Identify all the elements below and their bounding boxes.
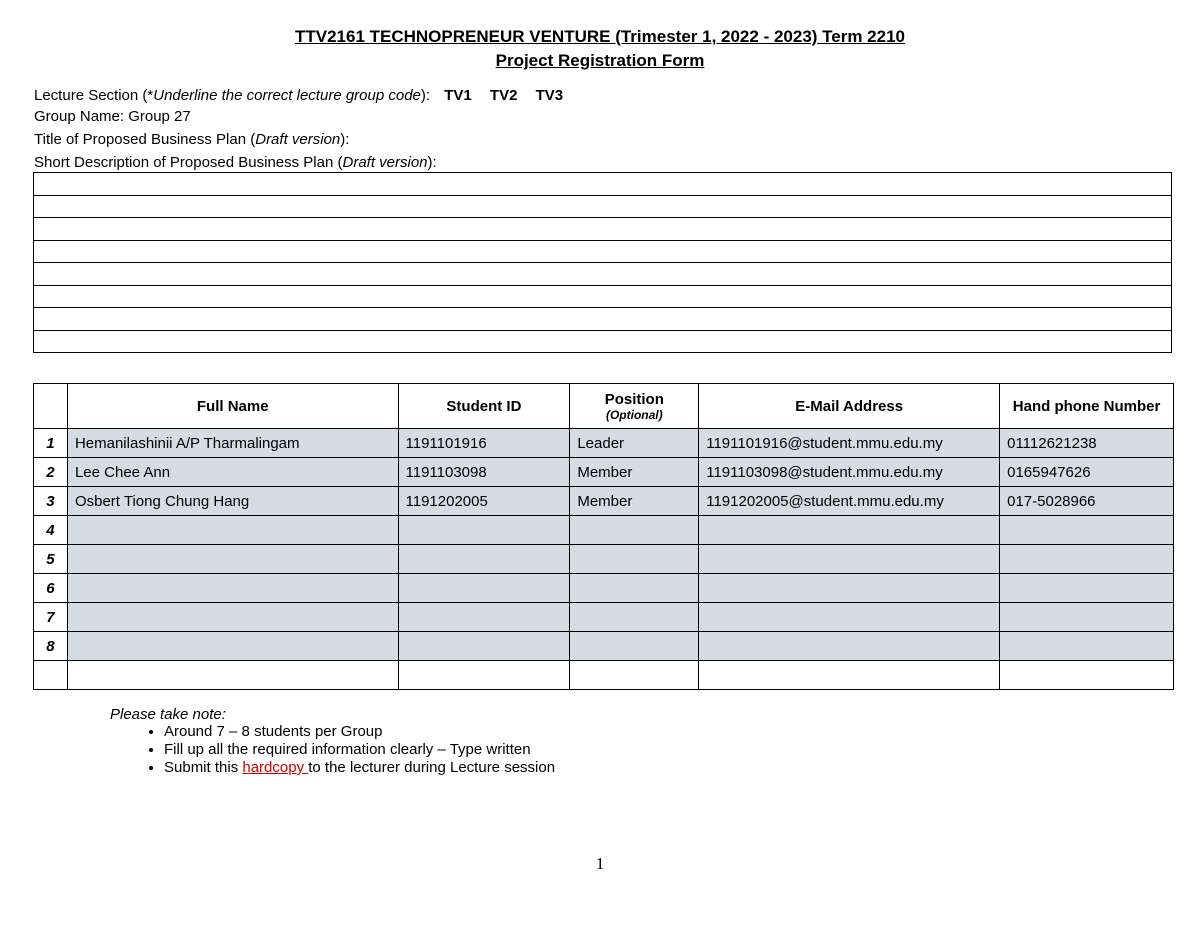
description-box[interactable] — [33, 172, 1172, 353]
table-row — [34, 429, 1174, 458]
member-table-header — [34, 384, 1174, 429]
table-row — [34, 545, 1174, 574]
cell-full-name[interactable] — [67, 545, 398, 574]
cell-email[interactable] — [699, 574, 1000, 603]
cell-student-id[interactable] — [398, 574, 570, 603]
notes-list — [130, 723, 555, 777]
cell-row-number: 7 — [34, 603, 68, 632]
cell-phone[interactable] — [1000, 545, 1174, 574]
cell-position[interactable] — [570, 661, 699, 690]
table-row — [34, 603, 1174, 632]
cell-row-number: 6 — [34, 574, 68, 603]
note-item — [164, 759, 555, 777]
title-label-italic: Draft version — [255, 131, 341, 148]
lecture-label-suffix: ): — [420, 87, 431, 104]
cell-position[interactable] — [570, 574, 699, 603]
cell-phone[interactable]: 017-5028966 — [1000, 487, 1174, 516]
header-position-label: Position — [604, 390, 664, 408]
cell-phone[interactable] — [1000, 603, 1174, 632]
lecture-codes — [444, 87, 577, 104]
lecture-code-tv3[interactable]: TV3 — [535, 87, 564, 104]
form-subtitle: Project Registration Form — [495, 51, 705, 70]
cell-email[interactable] — [699, 516, 1000, 545]
desc-label-prefix: Short Description of Proposed Business Plan ( — [34, 154, 343, 171]
cell-row-number: 3 — [34, 487, 68, 516]
cell-email[interactable]: 1191103098@student.mmu.edu.my — [699, 458, 1000, 487]
cell-student-id[interactable]: 1191101916 — [398, 429, 570, 458]
note-title: Please take note: — [110, 706, 226, 723]
cell-row-number: 1 — [34, 429, 68, 458]
cell-position[interactable]: Member — [570, 487, 699, 516]
cell-position[interactable] — [570, 603, 699, 632]
cell-full-name[interactable]: Lee Chee Ann — [67, 458, 398, 487]
cell-email[interactable] — [699, 545, 1000, 574]
note-last-prefix: Submit this — [164, 759, 243, 776]
lecture-code-tv2[interactable]: TV2 — [489, 87, 518, 104]
lecture-label-italic: Underline the correct lecture group code — [153, 87, 421, 104]
cell-full-name[interactable]: Hemanilashinii A/P Tharmalingam — [67, 429, 398, 458]
table-row — [34, 632, 1174, 661]
lecture-label-prefix: Lecture Section (* — [34, 87, 154, 104]
business-plan-description-field — [34, 154, 437, 171]
cell-student-id[interactable]: 1191202005 — [398, 487, 570, 516]
desc-label-suffix: ): — [427, 154, 437, 171]
header-email: E-Mail Address — [699, 384, 1000, 429]
description-line[interactable] — [34, 240, 1172, 263]
cell-phone[interactable] — [1000, 632, 1174, 661]
cell-student-id[interactable] — [398, 603, 570, 632]
page-number: 1 — [595, 854, 605, 873]
cell-student-id[interactable] — [398, 545, 570, 574]
header-position — [570, 384, 699, 429]
cell-email[interactable] — [699, 603, 1000, 632]
member-table — [33, 383, 1174, 690]
lecture-code-tv1[interactable]: TV1 — [444, 87, 472, 104]
table-row — [34, 458, 1174, 487]
header-number — [34, 384, 68, 429]
cell-row-number — [34, 661, 68, 690]
description-line[interactable] — [34, 263, 1172, 286]
lecture-section-field — [34, 87, 577, 104]
cell-position[interactable] — [570, 632, 699, 661]
cell-full-name[interactable] — [67, 516, 398, 545]
cell-row-number: 4 — [34, 516, 68, 545]
cell-phone[interactable]: 01112621238 — [1000, 429, 1174, 458]
description-line[interactable] — [34, 218, 1172, 241]
cell-student-id[interactable] — [398, 516, 570, 545]
note-last-suffix: to the lecturer during Lecture session — [308, 759, 556, 776]
description-line[interactable] — [34, 330, 1172, 353]
cell-full-name[interactable] — [67, 603, 398, 632]
cell-email[interactable] — [699, 632, 1000, 661]
table-row — [34, 574, 1174, 603]
table-row — [34, 661, 1174, 690]
cell-full-name[interactable]: Osbert Tiong Chung Hang — [67, 487, 398, 516]
cell-row-number: 2 — [34, 458, 68, 487]
cell-position[interactable]: Member — [570, 458, 699, 487]
note-item: • Fill up all the required information clearly – Type written — [164, 741, 555, 759]
group-name-field: Group Name: Group 27 — [34, 108, 191, 125]
cell-full-name[interactable] — [67, 632, 398, 661]
title-label-suffix: ): — [340, 131, 350, 148]
description-line[interactable] — [34, 173, 1172, 196]
cell-full-name[interactable] — [67, 661, 398, 690]
cell-position[interactable]: Leader — [570, 429, 699, 458]
cell-phone[interactable] — [1000, 516, 1174, 545]
title-label-prefix: Title of Proposed Business Plan ( — [34, 131, 256, 148]
cell-student-id[interactable]: 1191103098 — [398, 458, 570, 487]
form-title: TTV2161 TECHNOPRENEUR VENTURE (Trimester 1, 2022 - 2023) Term 2210 — [294, 27, 906, 46]
cell-phone[interactable] — [1000, 574, 1174, 603]
cell-row-number: 8 — [34, 632, 68, 661]
cell-student-id[interactable] — [398, 632, 570, 661]
cell-phone[interactable]: 0165947626 — [1000, 458, 1174, 487]
cell-email[interactable]: 1191101916@student.mmu.edu.my — [699, 429, 1000, 458]
cell-email[interactable] — [699, 661, 1000, 690]
header-student-id: Student ID — [398, 384, 570, 429]
header-position-note: (Optional) — [605, 407, 663, 422]
cell-position[interactable] — [570, 516, 699, 545]
cell-position[interactable] — [570, 545, 699, 574]
cell-email[interactable]: 1191202005@student.mmu.edu.my — [699, 487, 1000, 516]
cell-row-number: 5 — [34, 545, 68, 574]
table-row — [34, 516, 1174, 545]
desc-label-italic: Draft version — [342, 154, 428, 171]
table-row — [34, 487, 1174, 516]
header-phone: Hand phone Number — [1000, 384, 1174, 429]
hardcopy-highlight: hardcopy — [242, 759, 309, 776]
note-item: • Around 7 – 8 students per Group — [164, 723, 555, 741]
header-full-name: Full Name — [67, 384, 398, 429]
business-plan-title-field — [34, 131, 349, 148]
cell-phone[interactable] — [1000, 661, 1174, 690]
cell-full-name[interactable] — [67, 574, 398, 603]
description-line[interactable] — [34, 285, 1172, 308]
cell-student-id[interactable] — [398, 661, 570, 690]
description-line[interactable] — [34, 308, 1172, 331]
description-line[interactable] — [34, 195, 1172, 218]
